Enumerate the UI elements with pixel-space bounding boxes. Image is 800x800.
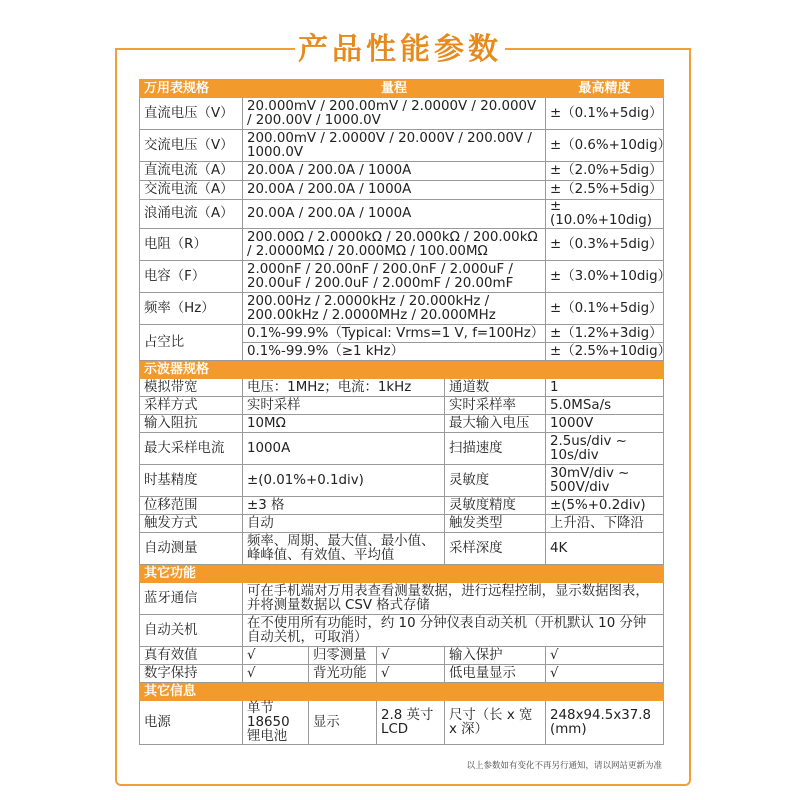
table-row <box>140 497 664 515</box>
table-row <box>140 130 664 162</box>
cell: 低电量显示 <box>445 665 546 683</box>
check-mark: √ <box>377 665 445 683</box>
cell: 最大采样电流 <box>140 433 243 465</box>
table-row <box>140 293 664 325</box>
row-range: 2.000nF / 20.00nF / 200.0nF / 2.000uF / 20.00uF / 200.0uF / 2.000mF / 20.00mF <box>243 261 546 293</box>
table-row <box>140 533 664 565</box>
table-row <box>140 162 664 181</box>
row-label: 交流电压（V） <box>140 130 243 162</box>
row-label: 直流电流（A） <box>140 162 243 181</box>
scope-header: 示波器规格 <box>140 361 664 379</box>
cell: 1000V <box>546 415 664 433</box>
cell: 自动 <box>243 515 445 533</box>
row-label: 频率（Hz） <box>140 293 243 325</box>
row-label: 浪涌电流（A） <box>140 200 243 229</box>
table-row <box>140 515 664 533</box>
cell: 单节 18650 锂电池 <box>243 701 309 745</box>
cell: 蓝牙通信 <box>140 583 243 615</box>
cell: 自动关机 <box>140 615 243 647</box>
duty-accuracy-2: ±（2.5%+10dig） <box>546 343 664 361</box>
table-row <box>140 665 664 683</box>
cell: 电源 <box>140 701 243 745</box>
functions-header-row <box>140 565 664 583</box>
cell: 触发类型 <box>445 515 546 533</box>
table-row <box>140 465 664 497</box>
cell: 采样深度 <box>445 533 546 565</box>
multimeter-header: 万用表规格 <box>140 80 243 98</box>
spec-table <box>139 79 672 745</box>
cell: 实时采样 <box>243 397 445 415</box>
row-accuracy: ±(10.0%+10dig) <box>546 200 664 229</box>
table-row <box>140 397 664 415</box>
cell: 最大输入电压 <box>445 415 546 433</box>
row-range: 20.000mV / 200.00mV / 2.0000V / 20.000V / 200.00V / 1000.0V <box>243 98 546 130</box>
cell: 2.5us/div ~ 10s/div <box>546 433 664 465</box>
cell: 自动测量 <box>140 533 243 565</box>
row-range: 200.00mV / 2.0000V / 20.000V / 200.00V / 1000.0V <box>243 130 546 162</box>
table-row <box>140 229 664 261</box>
cell: 电压：1MHz；电流：1kHz <box>243 379 445 397</box>
row-accuracy: ±（2.0%+5dig） <box>546 162 664 181</box>
check-mark: √ <box>243 665 309 683</box>
row-label: 直流电压（V） <box>140 98 243 130</box>
cell: ±(5%+0.2div) <box>546 497 664 515</box>
cell: 1 <box>546 379 664 397</box>
duty-accuracy-1: ±（1.2%+3dig） <box>546 325 664 343</box>
cell: ±3 格 <box>243 497 445 515</box>
check-mark: √ <box>546 647 664 665</box>
cell: 在不使用所有功能时，约 10 分钟仪表自动关机（开机默认 10 分钟自动关机，可取消） <box>243 615 664 647</box>
cell: 频率、周期、最大值、最小值、峰峰值、有效值、平均值 <box>243 533 445 565</box>
row-accuracy: ±（0.1%+5dig） <box>546 98 664 130</box>
cell: 数字保持 <box>140 665 243 683</box>
multimeter-header-row <box>140 80 664 98</box>
cell: 输入保护 <box>445 647 546 665</box>
cell: 灵敏度 <box>445 465 546 497</box>
row-label: 交流电流（A） <box>140 181 243 200</box>
range-header: 量程 <box>243 80 546 98</box>
cell: 10MΩ <box>243 415 445 433</box>
cell: 1000A <box>243 433 445 465</box>
table-row <box>140 615 664 647</box>
table-row <box>140 98 664 130</box>
row-accuracy: ±（3.0%+10dig） <box>546 261 664 293</box>
check-mark: √ <box>546 665 664 683</box>
duty-range-2: 0.1%-99.9%（≥1 kHz） <box>243 343 546 361</box>
cell: 灵敏度精度 <box>445 497 546 515</box>
check-mark: √ <box>377 647 445 665</box>
cell: 上升沿、下降沿 <box>546 515 664 533</box>
duty-range-1: 0.1%-99.9%（Typical: Vrms=1 V, f=100Hz） <box>243 325 546 343</box>
table-row <box>140 325 664 343</box>
row-label: 电容（F） <box>140 261 243 293</box>
row-range: 20.00A / 200.0A / 1000A <box>243 200 546 229</box>
row-range: 20.00A / 200.0A / 1000A <box>243 162 546 181</box>
row-accuracy: ±（0.3%+5dig） <box>546 229 664 261</box>
cell: 归零测量 <box>309 647 377 665</box>
row-range: 200.00Hz / 2.0000kHz / 20.000kHz / 200.00kHz / 2.0000MHz / 20.000MHz <box>243 293 546 325</box>
row-accuracy: ±（0.1%+5dig） <box>546 293 664 325</box>
row-range: 200.00Ω / 2.0000kΩ / 20.000kΩ / 200.00kΩ / 2.0000MΩ / 20.000MΩ / 100.00MΩ <box>243 229 546 261</box>
table-row <box>140 379 664 397</box>
cell: 30mV/div ~ 500V/div <box>546 465 664 497</box>
cell: 通道数 <box>445 379 546 397</box>
cell: 尺寸（长 x 宽 x 深） <box>445 701 546 745</box>
cell: 扫描速度 <box>445 433 546 465</box>
cell: 背光功能 <box>309 665 377 683</box>
cell: 采样方式 <box>140 397 243 415</box>
cell: 时基精度 <box>140 465 243 497</box>
table-row <box>140 181 664 200</box>
cell: 触发方式 <box>140 515 243 533</box>
cell: 真有效值 <box>140 647 243 665</box>
table-row <box>140 415 664 433</box>
page-title: 产品性能参数 <box>298 32 502 67</box>
accuracy-header: 最高精度 <box>546 80 664 98</box>
cell: 模拟带宽 <box>140 379 243 397</box>
cell: 5.0MSa/s <box>546 397 664 415</box>
check-mark: √ <box>243 647 309 665</box>
footnote: 以上参数如有变化不再另行通知，请以网站更新为准 <box>466 761 662 771</box>
row-range: 20.00A / 200.0A / 1000A <box>243 181 546 200</box>
table-row <box>140 200 664 229</box>
cell: 4K <box>546 533 664 565</box>
row-label: 电阻（R） <box>140 229 243 261</box>
cell: 位移范围 <box>140 497 243 515</box>
table-row <box>140 261 664 293</box>
duty-label: 占空比 <box>140 325 243 361</box>
table-row <box>140 647 664 665</box>
row-accuracy: ±（0.6%+10dig） <box>546 130 664 162</box>
cell: 显示 <box>309 701 377 745</box>
cell: 可在手机端对万用表查看测量数据，进行远程控制，显示数据图表，并将测量数据以 CSV 格式存储 <box>243 583 664 615</box>
cell: 2.8 英寸 LCD <box>377 701 445 745</box>
spec-table-container <box>139 79 672 745</box>
table-row <box>140 583 664 615</box>
functions-header: 其它功能 <box>140 565 664 583</box>
table-row <box>140 701 664 745</box>
scope-header-row <box>140 361 664 379</box>
info-header-row <box>140 683 664 701</box>
cell: 248x94.5x37.8 (mm) <box>546 701 664 745</box>
info-header: 其它信息 <box>140 683 664 701</box>
cell: 实时采样率 <box>445 397 546 415</box>
cell: ±(0.01%+0.1div) <box>243 465 445 497</box>
cell: 输入阻抗 <box>140 415 243 433</box>
row-accuracy: ±（2.5%+5dig） <box>546 181 664 200</box>
table-row <box>140 433 664 465</box>
